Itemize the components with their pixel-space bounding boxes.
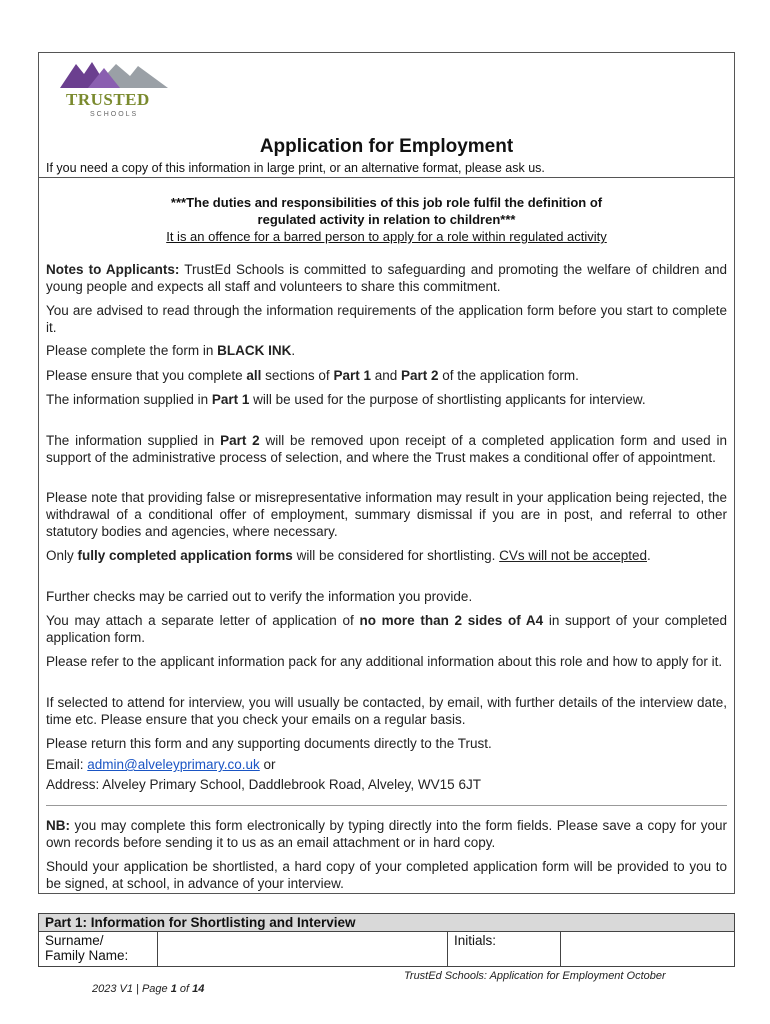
nb-label: NB: [46, 818, 70, 833]
logo-subtext: SCHOOLS [90, 111, 139, 118]
surname-field[interactable] [158, 932, 448, 967]
notes-fully-completed: Only fully completed application forms will be considered for shortlisting. CVs will not be accepted. [46, 548, 651, 563]
notes-black-ink: Please complete the form in BLACK INK. [46, 343, 296, 358]
section-divider [46, 805, 727, 806]
notes-information-pack: Please refer to the applicant information pack for any additional information about this role and how to apply for it. [46, 654, 723, 669]
notes-complete-all: Please ensure that you complete all sections of Part 1 and Part 2 of the application form. [46, 368, 579, 383]
notes-email-line: Email: admin@alveleyprimary.co.uk or [46, 757, 276, 772]
footer-page-info: 2023 V1 | Page 1 of 14 [92, 983, 205, 995]
notes-interview-contact: If selected to attend for interview, you will usually be contacted, by email, with further details of the interview date, time etc. Please ensure that you check your emails on a regular basis. [46, 695, 727, 727]
logo-text: TRUSTED [66, 90, 150, 109]
surname-label: Surname/ Family Name: [39, 932, 158, 967]
regulated-activity-warning [38, 194, 735, 228]
page-number: 1 [170, 983, 177, 995]
notes-return-form: Please return this form and any supporting documents directly to the Trust. [46, 736, 492, 751]
notes-electronic-completion: NB: you may complete this form electronically by typing directly into the form fields. Please save a copy for your own records before sending it to us as an email attachment or in hard copy. [46, 818, 727, 850]
notes-false-information: Please note that providing false or misrepresentative information may result in your application being rejected, the withdrawal of a conditional offer of employment, summary dismissal if you are in post, and referral to other statutory bodies and agencies, where necessary. [46, 490, 727, 539]
part1-heading: Part 1: Information for Shortlisting and Interview [39, 914, 735, 932]
notes-label: Notes to Applicants: [46, 262, 180, 277]
email-link[interactable]: admin@alveleyprimary.co.uk [87, 757, 260, 772]
notes-further-checks: Further checks may be carried out to verify the information you provide. [46, 589, 473, 604]
header-divider [38, 177, 735, 178]
part1-table [38, 913, 735, 967]
footer-title: TrustEd Schools: Application for Employment October [404, 970, 666, 982]
notes-separate-letter: You may attach a separate letter of application of no more than 2 sides of A4 in support of your completed application form. [46, 613, 727, 645]
large-print-note: If you need a copy of this information in large print, or an alternative format, please ask us. [46, 161, 545, 175]
initials-field[interactable] [561, 932, 735, 967]
page-title: Application for Employment [259, 136, 514, 157]
notes-read-requirements: You are advised to read through the information requirements of the application form before you start to complete it. [46, 303, 727, 335]
warning-line-1: ***The duties and responsibilities of this job role fulfil the definition of [170, 195, 603, 210]
notes-part1-usage: The information supplied in Part 1 will be used for the purpose of shortlisting applicants for interview. [46, 392, 646, 407]
notes-address: Address: Alveley Primary School, Daddlebrook Road, Alveley, WV15 6JT [46, 777, 481, 792]
page-total: 14 [192, 983, 205, 995]
notes-part2-usage: The information supplied in Part 2 will be removed upon receipt of a completed application form and used in support of the administrative process of selection, and where the Trust makes a conditional offer of appointment. [46, 433, 727, 465]
notes-intro: Notes to Applicants: TrustEd Schools is committed to safeguarding and promoting the welfare of children and young people and expects all staff and volunteers to share this commitment. [46, 262, 727, 294]
warning-line-2: regulated activity in relation to children*** [257, 212, 516, 227]
initials-label: Initials: [448, 932, 561, 967]
notes-hard-copy: Should your application be shortlisted, a hard copy of your completed application form will be provided to you to be signed, at school, in advance of your interview. [46, 859, 727, 891]
barred-person-offence: It is an offence for a barred person to apply for a role within regulated activity [166, 229, 607, 244]
